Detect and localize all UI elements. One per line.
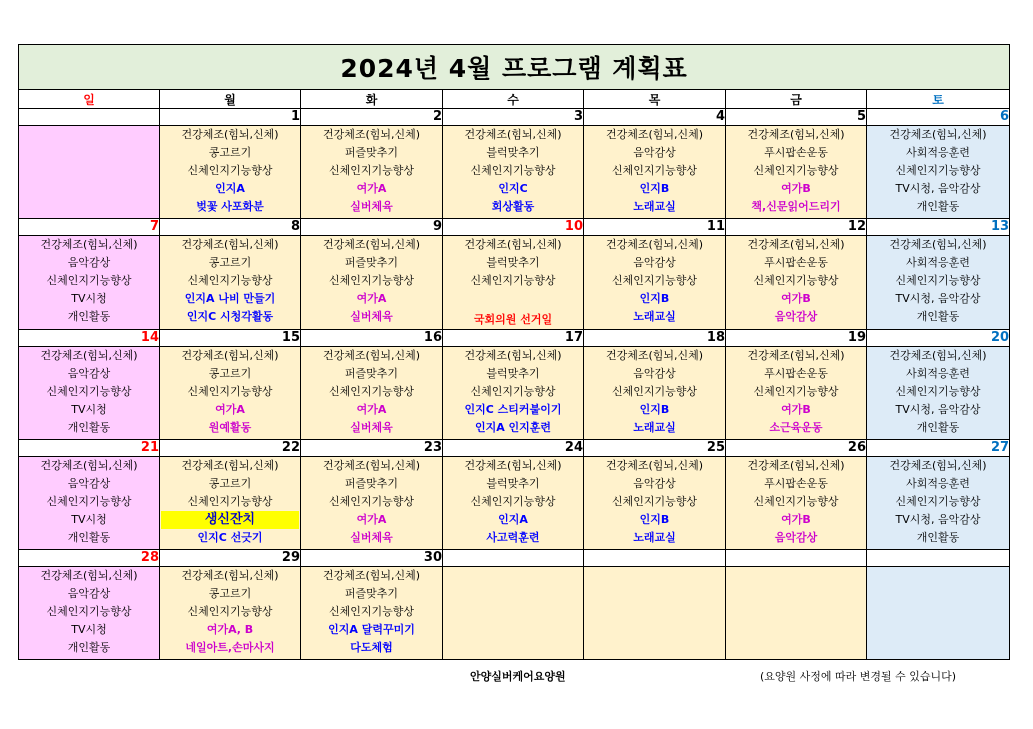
date-number: 23 <box>301 440 443 457</box>
day-schedule-cell <box>19 457 160 550</box>
day-schedule-cell <box>726 347 867 440</box>
day-schedule-cell <box>867 457 1010 550</box>
schedule-item: 건강체조(힘뇌,신체) <box>889 128 987 141</box>
date-number: 3 <box>443 109 584 126</box>
schedule-item: 건강체조(힘뇌,신체) <box>464 459 562 472</box>
schedule-item: 인지A <box>498 513 528 526</box>
date-number: 22 <box>160 440 301 457</box>
day-schedule-cell <box>726 567 867 660</box>
weekday-header: 수 <box>443 90 584 109</box>
highlight-event: 생신잔치 <box>161 511 299 529</box>
schedule-item: 신체인지기능향상 <box>470 164 556 177</box>
date-number: 21 <box>19 440 160 457</box>
holiday-label: 국회의원 선거일 <box>473 313 553 326</box>
date-number: 25 <box>584 440 726 457</box>
schedule-row <box>19 347 1010 440</box>
schedule-row <box>19 457 1010 550</box>
schedule-item: 음악감상 <box>67 367 111 380</box>
schedule-item: 푸시팝손운동 <box>764 146 828 159</box>
schedule-item: 책,신문읽어드리기 <box>751 200 841 213</box>
schedule-item: 사회적응훈련 <box>906 146 970 159</box>
schedule-item: 인지C <box>498 182 528 195</box>
day-schedule-cell <box>160 457 301 550</box>
schedule-item: 사고력훈련 <box>486 531 540 544</box>
schedule-item: 인지C 선긋기 <box>197 531 263 544</box>
schedule-item: 블럭맞추기 <box>486 146 540 159</box>
schedule-item: 건강체조(힘뇌,신체) <box>464 128 562 141</box>
schedule-item: TV시청 <box>71 513 107 526</box>
day-schedule-cell <box>584 567 726 660</box>
schedule-item: 건강체조(힘뇌,신체) <box>322 238 421 251</box>
date-number: 24 <box>443 440 584 457</box>
schedule-item: 신체인지기능향상 <box>328 385 414 398</box>
schedule-item: 건강체조(힘뇌,신체) <box>747 459 845 472</box>
schedule-item: 실버체육 <box>350 421 393 434</box>
date-number <box>867 550 1010 567</box>
day-schedule-cell <box>301 126 443 219</box>
schedule-item: 네일아트,손마사지 <box>185 641 275 654</box>
day-schedule-cell <box>726 457 867 550</box>
schedule-item: 개인활동 <box>67 641 111 654</box>
schedule-row <box>19 236 1010 330</box>
date-number: 6 <box>867 109 1010 126</box>
schedule-item: 인지C 시청각활동 <box>186 310 274 323</box>
schedule-item: 퍼즐맞추기 <box>344 256 399 269</box>
date-row <box>19 219 1010 236</box>
weekday-header-row <box>19 90 1010 109</box>
date-number: 28 <box>19 550 160 567</box>
schedule-item: 벚꽃 사포화분 <box>196 200 264 213</box>
date-number: 19 <box>726 330 867 347</box>
schedule-item: 신체인지기능향상 <box>328 274 414 287</box>
schedule-item: 건강체조(힘뇌,신체) <box>605 238 704 251</box>
schedule-item: 건강체조(힘뇌,신체) <box>322 569 421 582</box>
date-row <box>19 109 1010 126</box>
schedule-item: 블럭맞추기 <box>486 477 540 490</box>
schedule-item: 건강체조(힘뇌,신체) <box>181 459 279 472</box>
date-number: 29 <box>160 550 301 567</box>
schedule-item: 인지A 나비 만들기 <box>184 292 276 305</box>
day-schedule-cell <box>867 347 1010 440</box>
schedule-item: 신체인지기능향상 <box>46 385 132 398</box>
schedule-item: 건강체조(힘뇌,신체) <box>181 349 279 362</box>
schedule-item: 사회적응훈련 <box>906 367 970 380</box>
day-schedule-cell <box>867 236 1010 330</box>
schedule-item: 개인활동 <box>916 421 960 434</box>
schedule-item: 콩고르기 <box>208 477 252 490</box>
schedule-item: 개인활동 <box>67 421 111 434</box>
schedule-item: 건강체조(힘뇌,신체) <box>40 238 138 251</box>
schedule-item: 퍼즐맞추기 <box>344 477 399 490</box>
schedule-item: 인지B <box>639 513 670 526</box>
date-number: 8 <box>160 219 301 236</box>
schedule-item: 푸시팝손운동 <box>764 256 828 269</box>
weekday-header: 월 <box>160 90 301 109</box>
day-schedule-cell <box>443 347 584 440</box>
schedule-item: 원예활동 <box>208 421 252 434</box>
date-number: 30 <box>301 550 443 567</box>
schedule-item: 신체인지기능향상 <box>187 274 273 287</box>
schedule-item: 실버체육 <box>350 531 393 544</box>
weekday-header: 토 <box>867 90 1010 109</box>
schedule-item: 인지B <box>639 403 670 416</box>
schedule-item: 신체인지기능향상 <box>328 605 414 618</box>
schedule-item: 회상활동 <box>491 200 535 213</box>
date-number: 18 <box>584 330 726 347</box>
schedule-item: 건강체조(힘뇌,신체) <box>889 349 987 362</box>
date-number <box>584 550 726 567</box>
weekday-header: 목 <box>584 90 726 109</box>
schedule-item: 사회적응훈련 <box>906 256 970 269</box>
schedule-item: 콩고르기 <box>208 146 252 159</box>
schedule-item: 신체인지기능향상 <box>611 164 697 177</box>
schedule-item: 음악감상 <box>633 367 676 380</box>
schedule-item: 인지C 스티커붙이기 <box>464 403 562 416</box>
day-schedule-cell <box>19 567 160 660</box>
schedule-item: 건강체조(힘뇌,신체) <box>747 349 845 362</box>
schedule-item: 사회적응훈련 <box>906 477 970 490</box>
schedule-item: 신체인지기능향상 <box>895 164 981 177</box>
day-schedule-cell <box>19 347 160 440</box>
day-schedule-cell <box>584 126 726 219</box>
schedule-item: 개인활동 <box>916 200 960 213</box>
schedule-item: 개인활동 <box>67 310 111 323</box>
schedule-item: 신체인지기능향상 <box>187 385 273 398</box>
date-number: 4 <box>584 109 726 126</box>
schedule-item: TV시청 <box>71 403 107 416</box>
organization-name: 안양실버케어요양원 <box>470 670 566 683</box>
schedule-item: 신체인지기능향상 <box>753 495 839 508</box>
schedule-item: 노래교실 <box>633 200 676 213</box>
schedule-item: 여가B <box>781 182 811 195</box>
day-schedule-cell <box>443 567 584 660</box>
schedule-item: 신체인지기능향상 <box>187 164 273 177</box>
schedule-item: 신체인지기능향상 <box>187 605 273 618</box>
schedule-item: 건강체조(힘뇌,신체) <box>181 128 279 141</box>
schedule-item: 콩고르기 <box>208 256 252 269</box>
day-schedule-cell <box>19 126 160 219</box>
schedule-item: 블럭맞추기 <box>486 256 540 269</box>
schedule-item: 음악감상 <box>774 310 818 323</box>
date-number: 5 <box>726 109 867 126</box>
schedule-item: 콩고르기 <box>208 587 252 600</box>
schedule-item: 여가B <box>781 403 811 416</box>
schedule-item: 음악감상 <box>67 256 111 269</box>
schedule-item: 신체인지기능향상 <box>611 385 697 398</box>
schedule-item: 여가A <box>356 292 387 305</box>
schedule-item: 콩고르기 <box>208 367 252 380</box>
day-schedule-cell <box>726 236 867 330</box>
schedule-item: TV시청 <box>71 292 107 305</box>
schedule-item: TV시청, 음악감상 <box>895 513 981 526</box>
day-schedule-cell <box>301 457 443 550</box>
date-number: 15 <box>160 330 301 347</box>
schedule-item: 신체인지기능향상 <box>611 274 697 287</box>
schedule-item: 건강체조(힘뇌,신체) <box>464 238 562 251</box>
day-schedule-cell <box>443 126 584 219</box>
weekday-header: 금 <box>726 90 867 109</box>
schedule-item: 인지B <box>639 182 670 195</box>
day-schedule-cell <box>867 126 1010 219</box>
day-schedule-cell <box>160 567 301 660</box>
schedule-item: 건강체조(힘뇌,신체) <box>322 349 421 362</box>
schedule-item: 신체인지기능향상 <box>895 274 981 287</box>
date-number: 11 <box>584 219 726 236</box>
date-number: 2 <box>301 109 443 126</box>
schedule-item: 신체인지기능향상 <box>328 495 414 508</box>
schedule-item: TV시청, 음악감상 <box>895 182 981 195</box>
date-number: 12 <box>726 219 867 236</box>
day-schedule-cell <box>160 126 301 219</box>
schedule-item: 신체인지기능향상 <box>611 495 697 508</box>
date-number <box>19 109 160 126</box>
date-number: 26 <box>726 440 867 457</box>
day-schedule-cell <box>301 347 443 440</box>
schedule-item: 노래교실 <box>633 421 676 434</box>
schedule-item: 여가A <box>356 513 387 526</box>
schedule-item: 신체인지기능향상 <box>753 385 839 398</box>
schedule-item: 다도체험 <box>350 641 393 654</box>
schedule-item: 여가B <box>781 292 811 305</box>
day-schedule-cell <box>584 457 726 550</box>
schedule-item: TV시청, 음악감상 <box>895 403 981 416</box>
schedule-item: 인지A <box>215 182 245 195</box>
schedule-item: 여가B <box>781 513 811 526</box>
schedule-item: 소근육운동 <box>769 421 823 434</box>
date-number: 7 <box>19 219 160 236</box>
date-row <box>19 330 1010 347</box>
schedule-item: 신체인지기능향상 <box>46 495 132 508</box>
schedule-row <box>19 126 1010 219</box>
day-schedule-cell <box>584 236 726 330</box>
schedule-item: 음악감상 <box>633 146 676 159</box>
day-schedule-cell <box>584 347 726 440</box>
schedule-item: 신체인지기능향상 <box>328 164 414 177</box>
schedule-item: 신체인지기능향상 <box>46 605 132 618</box>
day-schedule-cell <box>443 457 584 550</box>
schedule-item: 신체인지기능향상 <box>895 495 981 508</box>
date-number <box>726 550 867 567</box>
schedule-item: 음악감상 <box>67 477 111 490</box>
schedule-item: 신체인지기능향상 <box>753 164 839 177</box>
schedule-item: 인지B <box>639 292 670 305</box>
schedule-item: 블럭맞추기 <box>486 367 540 380</box>
schedule-item: 실버체육 <box>350 200 393 213</box>
date-number <box>443 550 584 567</box>
schedule-item: 건강체조(힘뇌,신체) <box>605 349 704 362</box>
schedule-item <box>160 511 300 529</box>
schedule-item: 음악감상 <box>633 256 676 269</box>
schedule-item: 푸시팝손운동 <box>764 477 828 490</box>
schedule-item: 개인활동 <box>916 310 960 323</box>
schedule-item: 인지A 달력꾸미기 <box>328 623 415 636</box>
schedule-item: 건강체조(힘뇌,신체) <box>889 459 987 472</box>
weekday-header: 일 <box>19 90 160 109</box>
date-number: 27 <box>867 440 1010 457</box>
schedule-item: 퍼즐맞추기 <box>344 146 399 159</box>
schedule-item: 음악감상 <box>67 587 111 600</box>
schedule-item: 건강체조(힘뇌,신체) <box>40 569 138 582</box>
schedule-item: 여가A, B <box>206 623 254 636</box>
schedule-item: 노래교실 <box>633 531 676 544</box>
schedule-item: 건강체조(힘뇌,신체) <box>322 128 421 141</box>
day-schedule-cell <box>160 347 301 440</box>
schedule-item: 음악감상 <box>774 531 818 544</box>
date-row <box>19 550 1010 567</box>
day-schedule-cell <box>301 236 443 330</box>
schedule-item: 여가A <box>356 182 387 195</box>
schedule-item: 건강체조(힘뇌,신체) <box>181 238 279 251</box>
schedule-item: 신체인지기능향상 <box>470 274 556 287</box>
day-schedule-cell <box>867 567 1010 660</box>
schedule-item: 신체인지기능향상 <box>46 274 132 287</box>
date-number: 14 <box>19 330 160 347</box>
schedule-item: 건강체조(힘뇌,신체) <box>747 238 845 251</box>
schedule-item: 신체인지기능향상 <box>753 274 839 287</box>
schedule-item: 건강체조(힘뇌,신체) <box>889 238 987 251</box>
date-number: 10 <box>443 219 584 236</box>
calendar-title: 2024년 4월 프로그램 계획표 <box>19 45 1010 90</box>
date-number: 1 <box>160 109 301 126</box>
schedule-item: 건강체조(힘뇌,신체) <box>322 459 421 472</box>
schedule-item: 개인활동 <box>916 531 960 544</box>
schedule-item: 건강체조(힘뇌,신체) <box>181 569 279 582</box>
weekday-header: 화 <box>301 90 443 109</box>
day-schedule-cell <box>160 236 301 330</box>
schedule-item: 여가A <box>356 403 387 416</box>
schedule-item: 건강체조(힘뇌,신체) <box>747 128 845 141</box>
date-number: 17 <box>443 330 584 347</box>
change-notice: (요양원 사정에 따라 변경될 수 있습니다) <box>760 670 957 683</box>
schedule-item: 건강체조(힘뇌,신체) <box>464 349 562 362</box>
day-schedule-cell <box>443 236 584 330</box>
date-number: 20 <box>867 330 1010 347</box>
schedule-item: 신체인지기능향상 <box>470 495 556 508</box>
schedule-item: 건강체조(힘뇌,신체) <box>605 128 704 141</box>
date-number: 13 <box>867 219 1010 236</box>
schedule-item: 실버체육 <box>350 310 393 323</box>
schedule-item: 건강체조(힘뇌,신체) <box>605 459 704 472</box>
schedule-item: 건강체조(힘뇌,신체) <box>40 459 138 472</box>
schedule-item: 노래교실 <box>633 310 676 323</box>
schedule-item: 건강체조(힘뇌,신체) <box>40 349 138 362</box>
date-number: 9 <box>301 219 443 236</box>
schedule-item: TV시청 <box>71 623 107 636</box>
day-schedule-cell <box>301 567 443 660</box>
schedule-item: 신체인지기능향상 <box>895 385 981 398</box>
program-calendar <box>18 44 1010 660</box>
schedule-item: 개인활동 <box>67 531 111 544</box>
schedule-item: 인지A 인지훈련 <box>474 421 552 434</box>
schedule-item: 퍼즐맞추기 <box>344 587 399 600</box>
schedule-item: 음악감상 <box>633 477 676 490</box>
day-schedule-cell <box>19 236 160 330</box>
day-schedule-cell <box>726 126 867 219</box>
schedule-item: 퍼즐맞추기 <box>344 367 399 380</box>
schedule-item: 푸시팝손운동 <box>764 367 828 380</box>
date-number: 16 <box>301 330 443 347</box>
schedule-item: 여가A <box>215 403 245 416</box>
date-row <box>19 440 1010 457</box>
schedule-row <box>19 567 1010 660</box>
schedule-item: 신체인지기능향상 <box>470 385 556 398</box>
schedule-item: TV시청, 음악감상 <box>895 292 981 305</box>
schedule-item: 신체인지기능향상 <box>187 495 273 508</box>
